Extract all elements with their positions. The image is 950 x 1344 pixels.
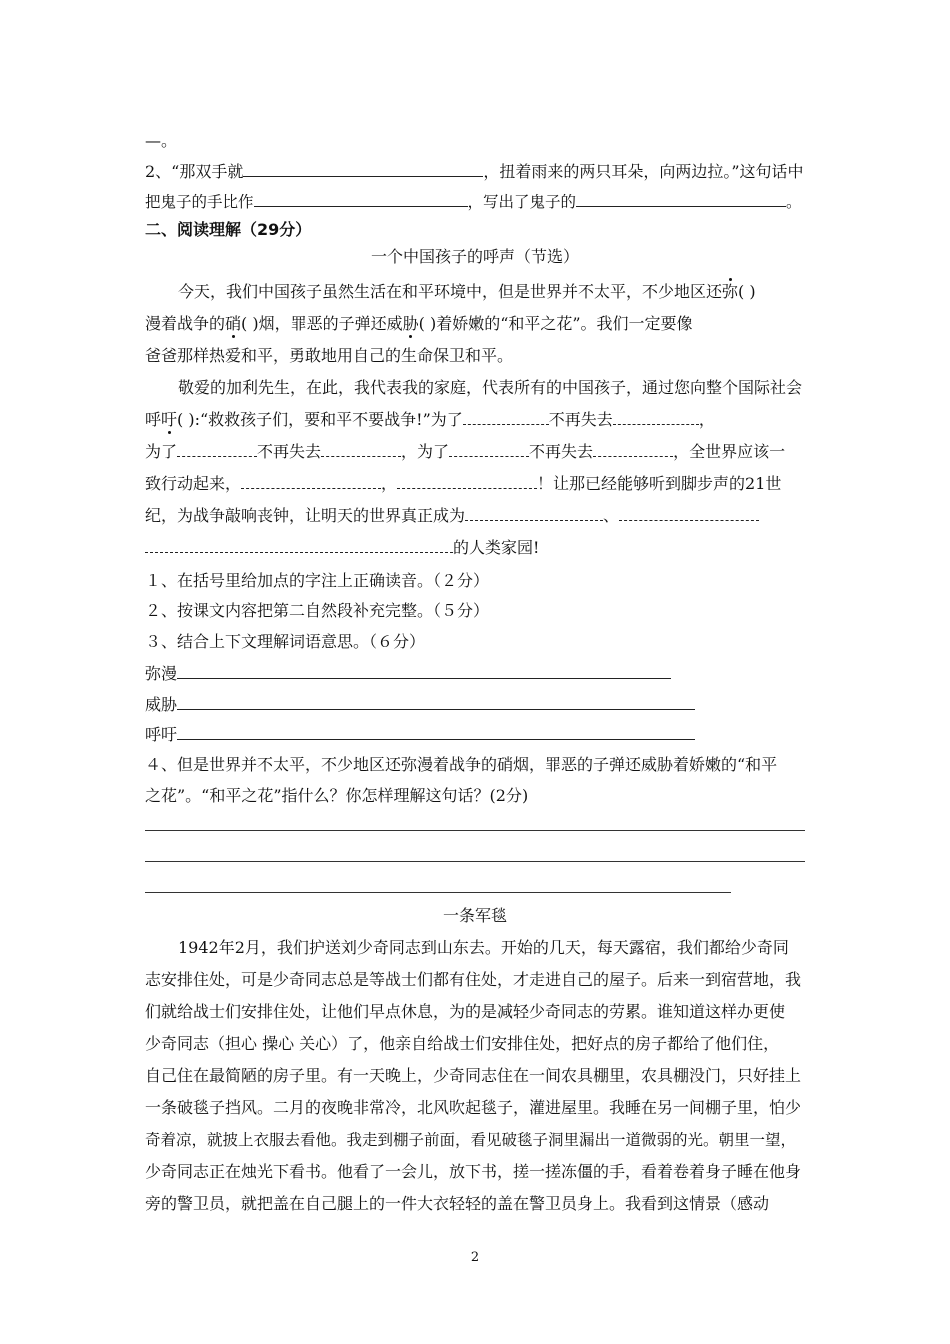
q2-text-d: ，写出了鬼子的 (467, 193, 577, 211)
question-2: ２、按课文内容把第二自然段补充完整。（５分） (145, 601, 490, 620)
fill-blank-3[interactable] (177, 442, 257, 457)
p1-l6-text-e: ，全世界应该一 (673, 442, 786, 461)
p1-l7-text-c: ！让那已经能够听到脚步声的21世 (537, 474, 782, 493)
p1-l2-text-a: 漫着战争的 (145, 314, 226, 333)
passage1-line9 (145, 538, 539, 558)
section-heading: 二、阅读理解（29分） (145, 220, 312, 239)
fill-blank-7[interactable] (241, 474, 381, 489)
fill-blank-5[interactable] (449, 442, 529, 457)
passage2-line: 旁的警卫员，就把盖在自己腿上的一件大衣轻轻的盖在警卫员身上。我看到这情景（感动 (145, 1194, 770, 1213)
passage1-line6 (145, 442, 785, 462)
pinyin-bracket-3[interactable]: ( )着娇嫩的“和平之花”。我们一定要像 (418, 314, 693, 333)
passage1-line7 (145, 474, 781, 494)
question-3: ３、结合上下文理解词语意思。（６分） (145, 632, 426, 651)
word-label-2: 威胁 (145, 695, 178, 714)
p1-l6-text-a: 为了 (145, 442, 178, 461)
p1-l1-text: 今天，我们中国孩子虽然生活在和平环境中，但是世界并不太平，不少地区还 (178, 282, 723, 301)
q2-text-b: ，扭着雨来的两只耳朵，向两边拉。”这句话中 (483, 162, 804, 181)
passage1-line5 (145, 410, 715, 430)
fill-blank-11[interactable] (145, 538, 453, 553)
question-4-line1: ４、但是世界并不太平，不少地区还弥漫着战争的硝烟，罪恶的子弹还威胁着娇嫩的“和平 (145, 755, 778, 774)
page-number: 2 (470, 1250, 480, 1265)
q2-blank-3[interactable] (576, 190, 786, 207)
question-1: １、在括号里给加点的字注上正确读音。（２分） (145, 571, 490, 590)
fill-blank-2[interactable] (613, 410, 699, 425)
answer-rule-2[interactable] (145, 861, 805, 862)
passage2-line: 自己住在最简陋的房子里。有一天晚上，少奇同志住在一间农具棚里，农具棚没门，只好挂上 (145, 1066, 802, 1085)
pinyin-bracket-4[interactable]: ( ):“救救孩子们，要和平不要战争!”为了 (177, 410, 463, 429)
word-label-3: 呼吁 (145, 725, 178, 744)
passage2-title: 一条军毯 (442, 906, 507, 925)
passage2-line: 一条破毯子挡风。二月的夜晚非常冷，北风吹起毯子，灌进屋里。我睡在另一间棚子里，怕少 (145, 1098, 802, 1117)
dotted-char-xiao: 硝 (225, 314, 242, 333)
p1-l5-text-d: ， (698, 410, 715, 429)
passage1-title: 一个中国孩子的呼声（节选） (370, 247, 579, 266)
passage1-line3: 爸爸那样热爱和平，勇敢地用自己的生命保卫和平。 (145, 346, 514, 365)
answer-rule-1[interactable] (145, 830, 805, 831)
passage2-line: 1942年2月，我们护送刘少奇同志到山东去。开始的几天，每天露宿，我们都给少奇同 (178, 938, 789, 957)
answer-rule-3[interactable] (145, 892, 731, 893)
passage1-line8 (145, 506, 759, 526)
p1-l6-text-c: ，为了 (401, 442, 450, 461)
q2-line2 (145, 190, 802, 212)
p1-l7-text-a: 致行动起来， (145, 474, 242, 493)
p1-l6-text-b: 不再失去 (257, 442, 322, 461)
word-mi-man (145, 662, 671, 684)
fill-blank-9[interactable] (465, 506, 603, 521)
p1-l5-text-a: 呼 (145, 410, 162, 429)
q2-text-a: 2、“那双手就 (145, 162, 244, 181)
p1-l8-text-a: 纪，为战争敲响丧钟，让明天的世界真正成为 (145, 506, 466, 525)
answer-line-mi-man[interactable] (177, 662, 671, 679)
answer-line-hu-yu[interactable] (177, 723, 695, 740)
fill-blank-4[interactable] (321, 442, 401, 457)
passage1-line4: 敬爱的加利先生，在此，我代表我的家庭，代表所有的中国孩子，通过您向整个国际社会 (178, 378, 803, 397)
question-4-line2: 之花”。“和平之花”指什么？你怎样理解这句话？(2分) (145, 786, 529, 805)
p1-l7-text-b: ， (381, 474, 398, 493)
q2-text-c: 把鬼子的手比作 (145, 193, 254, 211)
fill-blank-1[interactable] (463, 410, 549, 425)
word-wei-xie (145, 693, 695, 715)
fill-blank-6[interactable] (593, 442, 673, 457)
q2-text-e: 。 (786, 193, 802, 211)
top-fragment: —。 (145, 131, 178, 150)
passage2-line: 奇着凉，就披上衣服去看他。我走到棚子前面，看见破毯子洞里漏出一道微弱的光。朝里一望， (145, 1131, 797, 1149)
pinyin-bracket-1[interactable]: ( ) (738, 282, 756, 301)
q2-blank-1[interactable] (243, 160, 483, 177)
q2-blank-2[interactable] (254, 190, 468, 207)
p1-l6-text-d: 不再失去 (529, 442, 594, 461)
p1-l8-text-b: 、 (603, 506, 620, 525)
passage2-line: 志安排住处，可是少奇同志总是等战士们都有住处，才走进自己的屋子。后来一到宿营地，我 (145, 970, 802, 989)
passage1-line2 (145, 314, 693, 334)
answer-line-wei-xie[interactable] (177, 693, 695, 710)
passage2-line: 少奇同志正在烛光下看书。他看了一会儿，放下书，搓一搓冻僵的手，看着卷着身子睡在他身 (145, 1162, 802, 1181)
fill-blank-10[interactable] (619, 506, 759, 521)
word-label-1: 弥漫 (145, 664, 178, 683)
dotted-char-mi: 弥 (722, 282, 739, 301)
q2-line1 (145, 160, 804, 182)
p1-l9-text: 的人类家园! (453, 538, 540, 557)
passage2-line: 们就给战士们安排住处，让他们早点休息，为的是减轻少奇同志的劳累。谁知道这样办更使 (145, 1002, 786, 1021)
dotted-char-xie: 胁 (402, 314, 419, 333)
pinyin-bracket-2[interactable]: ( )烟，罪恶的子弹还威 (241, 314, 403, 333)
p1-l5-text-c: 不再失去 (548, 410, 613, 429)
passage2-line: 少奇同志（担心 操心 关心）了，他亲自给战士们安排住处，把好点的房子都给了他们住， (145, 1034, 780, 1053)
fill-blank-8[interactable] (397, 474, 537, 489)
dotted-char-yu: 吁 (161, 410, 178, 429)
passage1-line1 (178, 282, 756, 302)
word-hu-yu (145, 723, 695, 745)
